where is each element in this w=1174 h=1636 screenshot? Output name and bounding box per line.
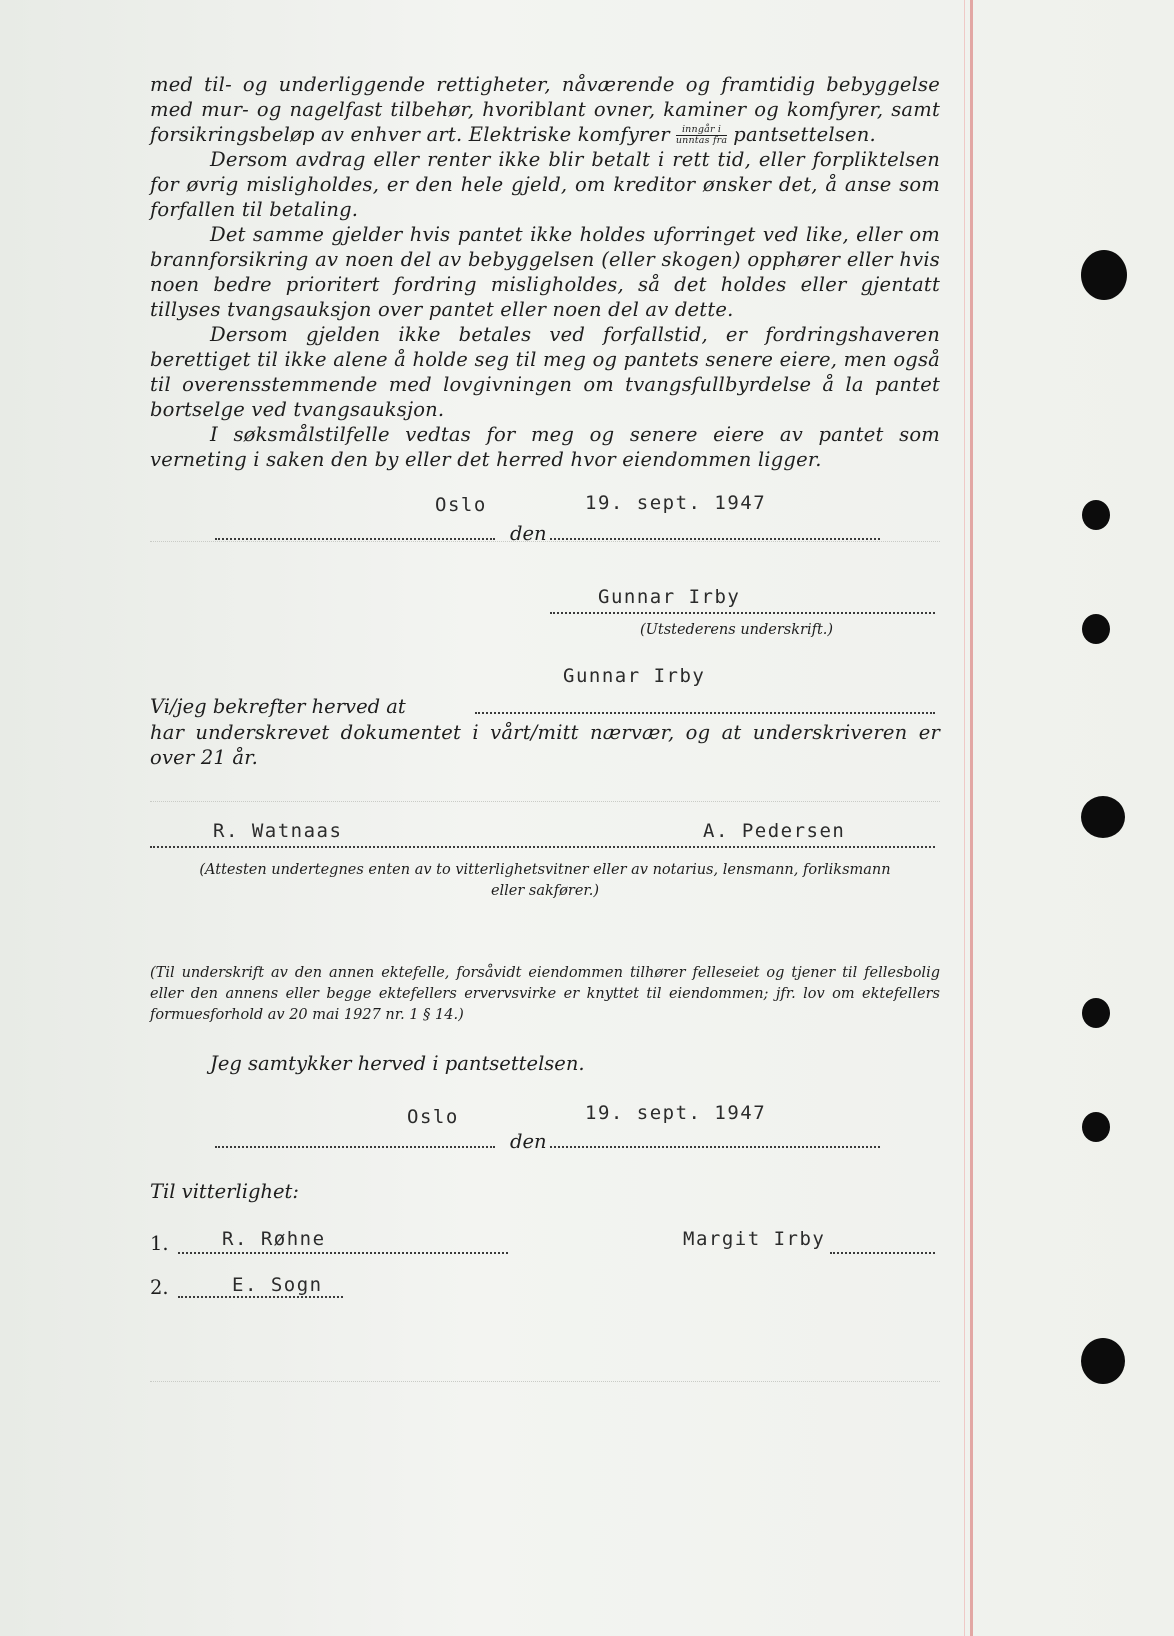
dotted-line [178,1296,343,1298]
issuer-signature: Gunnar Irby [598,586,741,608]
paragraph-venue: I søksmålstilfelle vedtas for meg og senere eiere av pantet som verneting i saken den by eller det herred hvor eiendommen ligger. [150,423,940,471]
dotted-line [550,1146,880,1148]
den-label: den [510,522,547,545]
consent-date: 19. sept. 1947 [585,1102,767,1124]
paragraph-maintenance: Det samme gjelder hvis pantet ikke holdes uforringet ved like, eller om brannforsikring av noen del av bebyggelsen (eller skogen) opphører eller hvis noen bedre prioritert fordring misligholdes, så det holdes eller gjentatt tillyses tvangsauksjon over pantet eller noen del av dette. [150,223,940,321]
consent-witness1: R. Røhne [222,1228,326,1250]
consent-witness2: E. Sogn [232,1274,323,1296]
dotted-line [550,538,880,540]
consent-place: Oslo [407,1106,459,1128]
witness1-signature: R. Watnaas [213,820,343,842]
punch-hole [1082,998,1110,1028]
confirm-label: Vi/jeg bekrefter herved at [150,695,406,718]
paragraph-default: Dersom avdrag eller renter ikke blir betalt i rett tid, eller forpliktelsen for øvrig misligholdes, er den hele gjeld, om kreditor ønsker det, å anse som forfallen til betaling. [150,148,940,221]
dotted-line [178,1252,508,1254]
punch-hole [1081,1338,1125,1384]
fraction-choice: $\frac{\text{inngår i}}{\text{unntas fra}}$ [675,124,728,146]
spouse-signature: Margit Irby [683,1228,826,1250]
body-text [150,72,940,472]
issuer-caption: (Utstederens underskrift.) [640,622,834,638]
punch-hole [1082,614,1110,644]
punch-hole [1081,250,1127,300]
confirm-text: har underskrevet dokumentet i vårt/mitt nærvær, og at underskriveren er over 21 år. [150,721,940,769]
consent-den-label: den [510,1130,547,1153]
dotted-line [830,1252,935,1254]
paragraph-enforcement: Dersom gjelden ikke betales ved forfallstid, er fordringshaveren berettiget til ikke alene å holde seg til meg og pantets senere eiere, men også til overensstemmende med lovgivningen om tvangsfullbyrdelse å la pantet bortselge ved tvangsauksjon. [150,323,940,421]
dotted-line [150,846,935,848]
bleed-through-line [150,1380,940,1382]
vitterlighet-label: Til vitterlighet: [150,1180,299,1203]
date-typed: 19. sept. 1947 [585,492,767,514]
dotted-line [215,538,495,540]
attest-note-line2: eller sakfører.) [490,883,600,899]
paragraph-rights: med til- og underliggende rettigheter, nåværende og framtidig bebyggelse med mur- og nagelfast tilbehør, hvoriblant ovner, kaminer og komfyrer, samt forsikringsbeløp av enhver art. Elektriske komfyrer $\frac{\text{inngår i}}{\text{unntas fra}}$ pantsettelsen. [150,73,940,146]
punch-hole [1082,1112,1110,1142]
punch-hole [1081,796,1125,838]
dotted-line [550,612,935,614]
bleed-through-line [150,800,940,802]
dotted-line [475,712,935,714]
place-typed: Oslo [435,494,487,516]
margin-rule-inner [964,0,965,1636]
dotted-line [215,1146,495,1148]
punch-hole [1082,500,1110,530]
margin-rule [970,0,973,1636]
spouse-note: (Til underskrift av den annen ektefelle, forsåvidt eiendommen tilhører felleseiet og tjener til fellesbolig eller den annens eller begge ektefellers ervervsvirke er knyttet til eiendommen; jfr. lov om ektefellers formuesforhold av 20 mai 1927 nr. 1 § 14.) [150,965,940,1023]
witness-number-2: 2. [150,1276,169,1299]
witness2-signature: A. Pedersen [703,820,846,842]
witness-number-1: 1. [150,1232,169,1255]
confirmed-name: Gunnar Irby [563,665,706,687]
consent-text: Jeg samtykker herved i pantsettelsen. [210,1052,585,1075]
attest-note-line1: (Attesten undertegnes enten av to vitterlighetsvitner eller av notarius, lensmann, forliksmann [199,862,891,878]
